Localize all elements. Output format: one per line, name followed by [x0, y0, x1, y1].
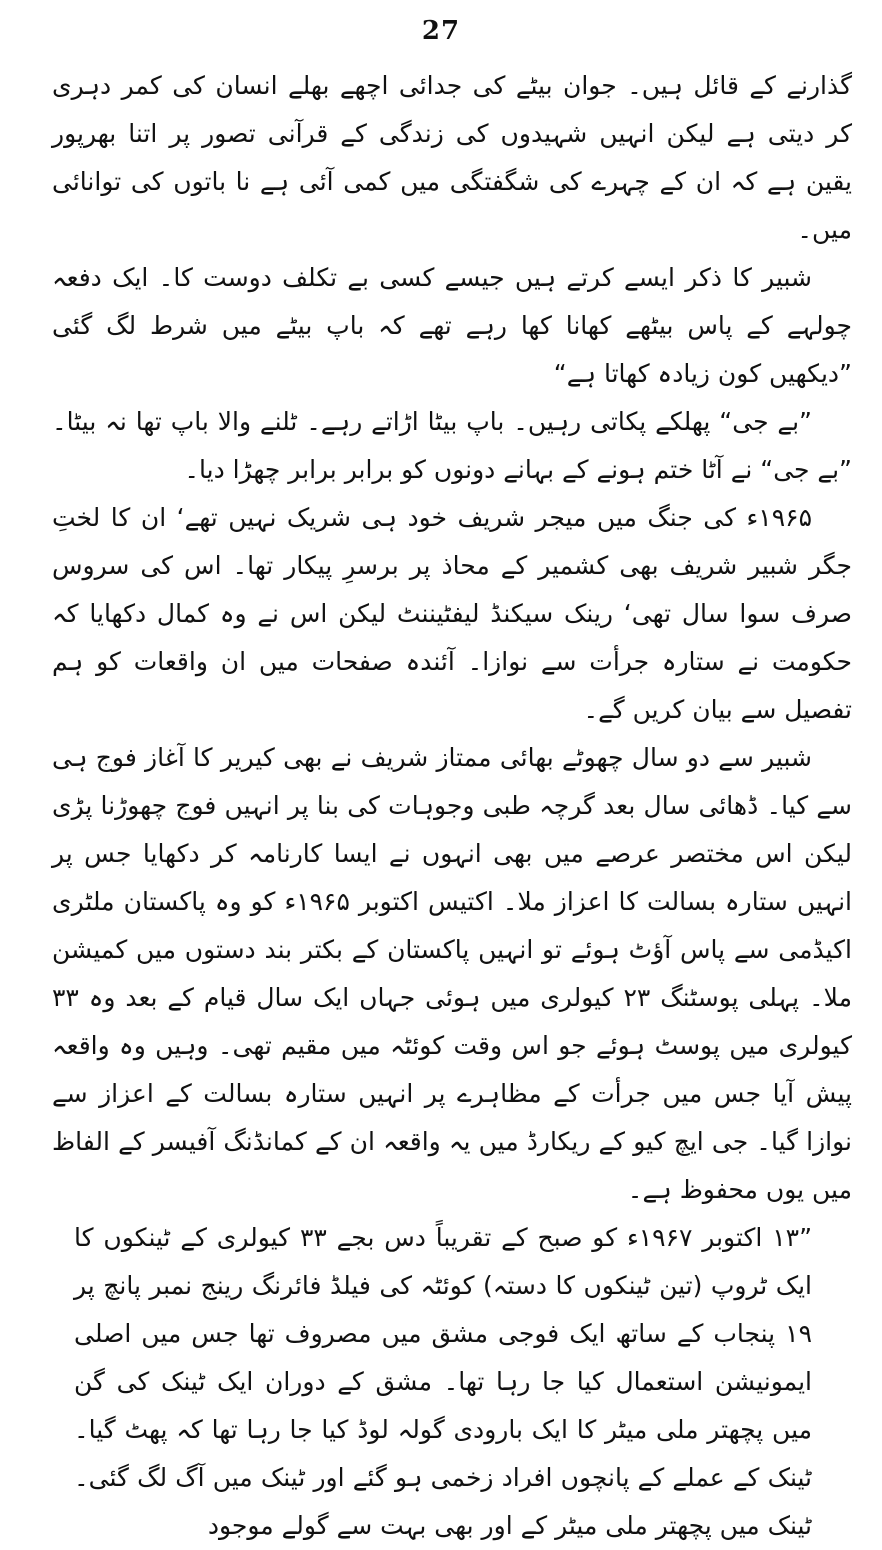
paragraph-3: ”بے جی“ پھلکے پکاتی رہیں۔ باپ بیٹا اڑاتے رہے۔ ٹلنے والا باپ تھا نہ بیٹا۔ ”بے جی“ نے آٹا ختم ہونے کے بہانے دونوں کو برابر برابر چھڑا دیا۔ — [52, 407, 852, 484]
paragraph-1: گذارنے کے قائل ہیں۔ جوان بیٹے کی جدائی اچھے بھلے انسان کی کمر دہری کر دیتی ہے لیکن انہیں شہیدوں کی زندگی کے قرآنی تصور پر اتنا بھرپور یقین ہے کہ ان کے چہرے کی شگفتگی میں کمی آئی ہے نا باتوں کی توانائی میں۔ — [52, 71, 852, 244]
page-number: 27 — [421, 16, 461, 46]
page-body — [52, 62, 852, 1550]
paragraph-5: شبیر سے دو سال چھوٹے بھائی ممتاز شریف نے بھی کیریر کا آغاز فوج ہی سے کیا۔ ڈھائی سال بعد گرچہ طبی وجوہات کی بنا پر انہیں فوج چھوڑنا پڑی لیکن اس مختصر عرصے میں بھی انہوں نے ایسا کارنامہ کر دکھایا جس پر انہیں ستارہ بسالت کا اعزاز ملا۔ اکتیس اکتوبر ۱۹۶۵ء کو وہ پاکستان ملٹری اکیڈمی سے پاس آؤٹ ہوئے تو انہیں پاکستان کے بکتر بند دستوں میں کمیشن ملا۔ پہلی پوسٹنگ ۲۳ کیولری میں ہوئی جہاں ایک سال قیام کے بعد وہ ۳۳ کیولری میں پوسٹ ہوئے جو اس وقت کوئٹہ میں مقیم تھی۔ وہیں وہ واقعہ پیش آیا جس میں جرأت کے مظاہرے پر انہیں ستارہ بسالت کے اعزاز سے نوازا گیا۔ جی ایچ کیو کے ریکارڈ میں یہ واقعہ ان کے کمانڈنگ آفیسر کے الفاظ میں یوں محفوظ ہے۔ — [52, 743, 852, 1204]
block-quote: ”۱۳ اکتوبر ۱۹۶۷ء کو صبح کے تقریباً دس بجے ۳۳ کیولری کے ٹینکوں کا ایک ٹروپ (تین ٹینکوں کا دستہ) کوئٹہ کی فیلڈ فائرنگ رینج نمبر پانچ پر ۱۹ پنجاب کے ساتھ ایک فوجی مشق میں مصروف تھا جس میں اصلی ایمونیشن استعمال کیا جا رہا تھا۔ مشق کے دوران ایک ٹینک کی گن میں پچھتر ملی میٹر کا ایک بارودی گولہ لوڈ کیا جا رہا تھا کہ پھٹ گیا۔ ٹینک کے عملے کے پانچوں افراد زخمی ہو گئے اور ٹینک میں آگ لگ گئی۔ ٹینک میں پچھتر ملی میٹر کے اور بھی بہت سے گولے موجود — [74, 1223, 813, 1540]
paragraph-2: شبیر کا ذکر ایسے کرتے ہیں جیسے کسی بے تکلف دوست کا۔ ایک دفعہ چولہے کے پاس بیٹھے کھانا کھا رہے تھے کہ باپ بیٹے میں شرط لگ گئی ”دیکھیں کون زیادہ کھاتا ہے“ — [52, 263, 852, 388]
paragraph-4: ۱۹۶۵ء کی جنگ میں میجر شریف خود ہی شریک نہیں تھے‘ ان کا لختِ جگر شبیر شریف بھی کشمیر کے محاذ پر برسرِ پیکار تھا۔ اس کی سروس صرف سوا سال تھی‘ رینک سیکنڈ لیفٹیننٹ لیکن اس نے وہ کمال دکھایا کہ حکومت نے ستارہ جرأت سے نوازا۔ آئندہ صفحات میں ان واقعات کو ہم تفصیل سے بیان کریں گے۔ — [52, 503, 852, 724]
